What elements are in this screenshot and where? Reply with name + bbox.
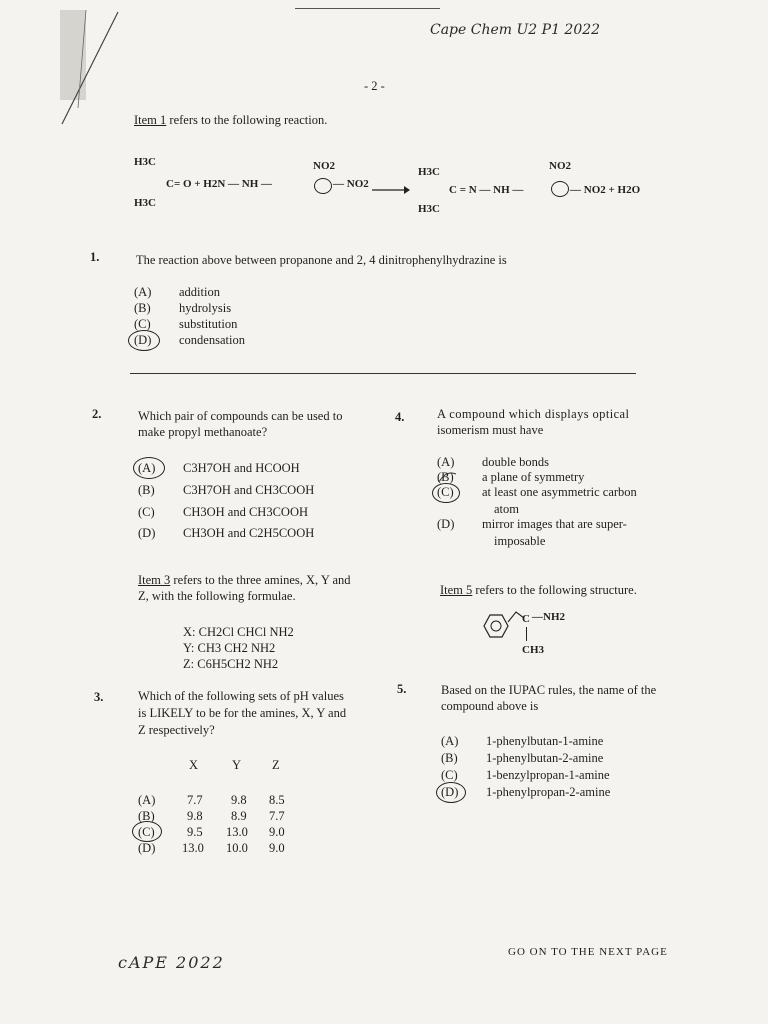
table-row: (A) 7.7 9.8 8.5 — [138, 793, 285, 807]
reaction-right-tail: — NO2 + H2O — [570, 184, 641, 196]
q5-stem-line2: compound above is — [441, 699, 539, 713]
handwritten-footer: cAPE 2022 — [118, 953, 225, 972]
benzene-ring-icon — [551, 181, 569, 197]
table-row: (B) 9.8 8.9 7.7 — [138, 809, 285, 823]
reaction-left-no2-right: — NO2 — [333, 178, 369, 190]
reaction-right-h3c-bottom: H3C — [418, 203, 440, 215]
item1-ref: Item 1 — [134, 113, 167, 127]
q5-stem-line1: Based on the IUPAC rules, the name of the — [441, 683, 657, 697]
q3-stem-line2: is LIKELY to be for the amines, X, Y and — [138, 706, 347, 720]
q3-stem-line3: Z respectively? — [138, 723, 215, 737]
formula-y: Y: CH3 CH2 NH2 — [183, 641, 276, 655]
q2-stem-line2: make propyl methanoate? — [138, 425, 268, 439]
reaction-left-middle: C= O + H2N — NH — — [166, 178, 273, 190]
strike-mark — [436, 468, 460, 491]
question-number: 1. — [90, 250, 100, 264]
q4-stem-line1: A compound which displays optical — [437, 407, 630, 421]
page-number: - 2 - — [364, 79, 385, 93]
scan-edge-decoration — [58, 8, 120, 126]
benzene-ring-icon — [314, 178, 332, 194]
item5-intro-text: refers to the following structure. — [472, 583, 637, 597]
table-header-z: Z — [272, 758, 280, 772]
item3-intro-line2: Z, with the following formulae. — [138, 589, 296, 603]
answer-circle-mark — [133, 457, 165, 479]
question-number: 5. — [397, 682, 407, 696]
reaction-right-middle: C = N — NH — — [449, 184, 524, 196]
item3-intro-text: refers to the three amines, X, Y and — [170, 573, 351, 587]
item5-ref: Item 5 — [440, 583, 473, 597]
answer-circle-mark — [128, 330, 160, 351]
reaction-left-h3c-bottom: H3C — [134, 197, 156, 209]
struct-ch3: CH3 — [522, 644, 544, 656]
reaction-left-no2-top: NO2 — [313, 160, 335, 172]
handwritten-title: Cape Chem U2 P1 2022 — [430, 22, 601, 38]
struct-nh2: —NH2 — [532, 611, 565, 623]
question-number: 2. — [92, 407, 102, 421]
formula-x: X: CH2Cl CHCl NH2 — [183, 625, 294, 639]
table-header-y: Y — [232, 758, 242, 772]
top-scan-line — [295, 8, 440, 9]
question-number: 3. — [94, 690, 104, 704]
reaction-arrow-icon — [372, 182, 410, 200]
section-divider — [130, 373, 636, 374]
q2-stem-line1: Which pair of compounds can be used to — [138, 409, 343, 423]
reaction-right-h3c-top: H3C — [418, 166, 440, 178]
item1-intro-text: refers to the following reaction. — [166, 113, 328, 127]
q4-option-d-continued: imposable — [494, 534, 546, 548]
reaction-left-h3c-top: H3C — [134, 156, 156, 168]
formula-z: Z: C6H5CH2 NH2 — [183, 657, 279, 671]
bond-line-vertical-icon — [526, 627, 527, 641]
phenyl-ring-icon — [483, 614, 509, 643]
question-number: 4. — [395, 410, 405, 424]
reaction-right-no2-top: NO2 — [549, 160, 571, 172]
struct-carbon: C — [522, 613, 530, 625]
answer-circle-mark — [132, 821, 162, 842]
item5-intro — [440, 582, 637, 598]
q4-option-c-continued: atom — [494, 502, 519, 516]
table-header-x: X — [189, 758, 199, 772]
go-on-notice: GO ON TO THE NEXT PAGE — [508, 946, 668, 958]
item1-intro — [134, 112, 327, 128]
q1-stem: The reaction above between propanone and 2, 4 dinitrophenylhydrazine is — [136, 253, 507, 267]
table-row: (D) 13.0 10.0 9.0 — [138, 841, 285, 855]
answer-circle-mark — [436, 782, 466, 803]
q3-stem-line1: Which of the following sets of pH values — [138, 689, 344, 703]
table-row: (C) 9.5 13.0 9.0 — [138, 825, 285, 839]
item3-ref: Item 3 — [138, 573, 171, 587]
item3-intro-line1 — [138, 572, 351, 588]
q4-stem-line2: isomerism must have — [437, 423, 544, 437]
